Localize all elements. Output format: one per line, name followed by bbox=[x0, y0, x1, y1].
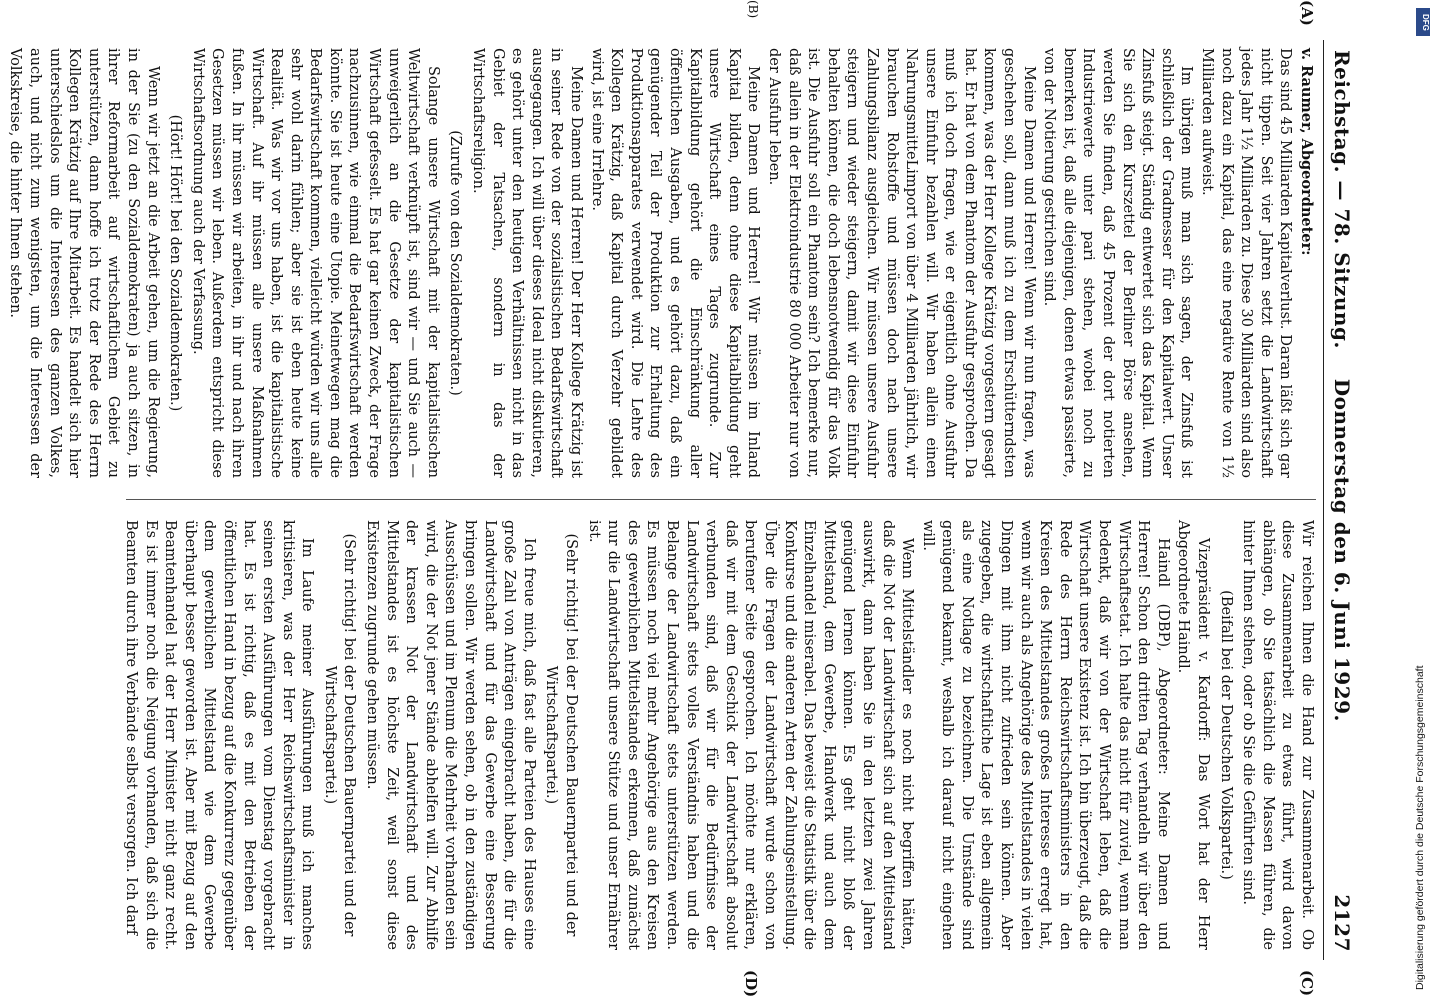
paragraph: Wenn wir jetzt an die Arbeit gehen, um die Regierung, in der Sie (zu den Sozialdemokraten) ja auch sitzen, in ihrer Reformarbeit auf wirtschaftlichem Gebiet zu unterstützen, dann hoffe ich trotz der Rede des Herrn Kollegen Krätzig auf Ihre Mitarbeit. Es handelt sich hier unterschiedslos um die Interessen des ganzen Volkes, auch, und nicht zum wenigsten, um die Interessen der Volkskreise, die hinter Ihnen stehen. bbox=[7, 48, 161, 478]
margin-marker-b: (B) bbox=[746, 0, 760, 19]
text-column-right bbox=[119, 520, 1316, 950]
interjection: (Hört! Hört! bei den Sozialdemokraten.) bbox=[167, 114, 184, 412]
margin-marker-c: (C) bbox=[1298, 970, 1316, 997]
paragraph: Wir reichen Ihnen die Hand zur Zusammenarbeit. Ob diese Zusammenarbeit zu etwas führt, wird davon abhängen, ob Sie tatsächlich die Massen führen, die hinter Ihnen stehen, oder ob Sie die Geführten sind. bbox=[1240, 520, 1315, 950]
applause-note: (Beifall bei der Deutschen Volkspartei.) bbox=[1217, 590, 1234, 880]
interjection: (Sehr richtig! bei der Deutschen Bauernpartei und der Wirtschaftspartei.) bbox=[543, 533, 580, 937]
text-column-left bbox=[4, 48, 1316, 478]
interjection: (Sehr richtig! bei der Deutschen Bauernpartei und der Wirtschaftspartei.) bbox=[321, 533, 358, 937]
paragraph: Im Laufe meiner Ausführungen muß ich manches kritisieren, was der Herr Reichswirtschaftsminister in seinen ersten Ausführungen vom Dienstag vorgebracht hat. Es ist richtig, daß es mit den Betrieben der öffentlichen Hand in bezug auf die Konkurrenz gegenüber dem gewerblichen Mittelstand wie dem Gewerbe überhaupt besser geworden ist. Aber mit Bezug auf den Beamtenhandel hat der Herr Minister nicht ganz recht. Es ist immer noch die Neigung vorhanden, daß sich die Beamten durch ihre Verbände selbst versorgen. Ich darf bbox=[122, 520, 316, 950]
margin-marker-d: (D) bbox=[742, 970, 760, 998]
vice-president-line: Vizepräsident v. Kardorff: Das Wort hat der Herr Abgeordnete Haindl. bbox=[1175, 520, 1212, 950]
paragraph: Meine Damen und Herren! Der Herr Kollege Krätzig ist in seiner Rede von der sozialistischen Bedarfswirtschaft ausgegangen. Ich will über dieses Ideal nicht diskutieren, es gehört unter den heutigen Verhältnissen nicht in das Gebiet der Tatsachen, sondern in das der Wirtschaftsreligion. bbox=[470, 48, 585, 478]
session-label: Reichstag. — 78. Sitzung. bbox=[1330, 50, 1354, 349]
paragraph: Meine Damen und Herren! Wenn wir nun fragen, was geschehen soll, dann muß ich zu dem Erschütterndsten kommen, was der Herr Kollege Krätzig vorgestern gesagt hat. Er hat von dem Phantom der Ausfuhr gesprochen. Da muß ich doch fragen, wie er eigentlich ohne Ausfuhr unsere Einfuhr bezahlen will. Wir haben allein einen NahrungsmitteLimport von über 4 Milliarden jährlich, wir brauchen Rohstoffe und müssen doch nach unsere Zahlungsbilanz ausgleichen. Wir müssen unsere Ausfuhr steigern und wieder steigern, damit wir diese Einfuhr behalten können, die doch lebensnotwendig für das Volk ist. Die Ausfuhr soll ein Phantom sein? Ich bemerke nur, daß allein in der Elektroindustrie 80 000 Arbeiter nur von der Ausfuhr leben. bbox=[765, 48, 1037, 478]
paragraph: Wenn Mittelständler es noch nicht begriffen hätten, daß die Not der Landwirtschaft sich auf den Mittelstand auswirkt, dann haben Sie in den letzten zwei Jahren genügend lernen können. Es geht nicht bloß der Mittelstand, dem Gewerbe, Handwerk und auch dem Einzelhandel miserabel. Das beweist die Statistik über die Konkurse und die anderen Arten der Zahlungseinstellung. Über die Fragen der Landwirtschaft wurde schon von berufener Seite gesprochen. Ich möchte nur erklären, daß wir mit dem Geschick der Landwirtschaft absolut verbunden sind, daß wir für die Bedürfnisse der Landwirtschaft stets volles Verständnis haben und die Belange der Landwirtschaft stets unterstützen werden. Es müssen noch viel mehr Angehörige aus den Kreisen des gewerblichen Mittelstandes erkennen, daß zunächst nur die Landwirtschaft unsere Stütze und unser Ernährer ist. bbox=[585, 520, 916, 950]
interjection: (Zurufe von den Sozialdemokraten.) bbox=[447, 130, 464, 396]
paragraph: Ich freue mich, daß fast alle Parteien des Hauses eine große Zahl von Anträgen eingebracht haben, die für die Landwirtschaft und für das Gewerbe eine Besserung bringen sollen. Wir werden sehen, ob in den zuständigen Ausschüssen und im Plenum die Mehrheit vorhanden sein wird, die der Not jener Stände abhelfen will. Zur Abhilfe der krassen Not der Landwirtschaft und des Mittelstandes ist es höchste Zeit, weil sonst diese Existenzen zugrunde gehen müssen. bbox=[364, 520, 537, 950]
dfg-logo: DFG bbox=[1416, 8, 1430, 36]
paragraph: Solange unsere Wirtschaft mit der kapitalistischen Weltwirtschaft verknüpft ist, sind wir — und Sie auch — unweigerlich an die Gesetze der kapitalistischen Wirtschaft gefesselt. Es hat gar keinen Zweck, der Frage nachzusinnen, wie einmal die Bedarfswirtschaft werden könnte. Sie ist heute eine Utopie. Meinetwegen mag die Bedarfswirtschaft kommen, vielleicht würden wir uns alle sehr wohl darin fühlen; aber sie ist eben heute keine Realität. Was wir vor uns haben, ist die kapitalistische Wirtschaft. Auf ihr müssen alle unsere Maßnahmen fußen. In ihr müssen wir arbeiten, in ihr und nach ihren Gesetzen müssen wir leben. Außerdem entspricht diese Wirtschaftsordnung auch der Verfassung. bbox=[189, 48, 441, 478]
scanned-page bbox=[7, 0, 1360, 998]
session-date: Donnerstag den 6. Juni 1929. bbox=[1330, 378, 1354, 722]
paragraph: Meine Damen und Herren! Wir müssen im Inland Kapital bilden, denn ohne diese Kapitalbildung geht unsere Wirtschaft eines Tages zugrunde. Zur Kapitalbildung gehört die Einschränkung aller öffentlichen Ausgaben, und es gehört dazu, daß ein genügender Teil der Produktion zur Erhaltung des Produktionsapparates verwendet wird. Die Lehre des Kollegen Krätzig, daß Kapital durch Verzehr gebildet wird, ist eine Irrlehre. bbox=[588, 48, 762, 478]
running-head bbox=[1323, 40, 1360, 960]
running-head-left bbox=[1330, 50, 1354, 722]
paragraph: Das sind 45 Milliarden Kapitalverlust. Daran läßt sich gar nicht tippen. Seit vier Jahren setzt die Landwirtschaft jedes Jahr 1½ Milliarden zu. Diese 30 Milliarden sind also noch dazu ein Kapital, das eine negative Rente von 1½ Milliarden aufweist. bbox=[1199, 48, 1294, 478]
paragraph: Haindl (DBP), Abgeordneter: Meine Damen und Herren! Schon den dritten Tag verhandeln wir über den Wirtschaftsetat. Ich halte das nicht für zuviel, wenn man bedenkt, daß wir von der Wirtschaft leben, daß die Wirtschaft unsere Existenz ist. Ich bin überzeugt, daß die Rede des Herrn Reichswirtschaftsministers in den Kreisen des Mittelstandes großes Interesse erregt hat, wenn wir auch als Angehörige des Mittelstandes in vielen Dingen mit ihm nicht zufrieden sein können. Aber zugegeben, die wirtschaftliche Lage ist eben allgemein als eine Notlage zu bezeichnen. Die Umstände sind genügend bekannt, weshalb ich darauf nicht eingehen will. bbox=[919, 520, 1171, 950]
paragraph: Im übrigen muß man sich sagen, der Zinsfuß ist schließlich der Gradmesser für den Kapitalwert. Unser Zinsfuß steigt. Ständig entwertet sich das Kapital. Wenn Sie sich den Kurszettel der Berliner Börse ansehen, werden Sie finden, daß 45 Prozent der dort notierten Industriewerte unter pari stehen, wobei noch zu bemerken ist, daß alle diejenigen, denen etwas passierte, von der Notierung gestrichen sind. bbox=[1041, 48, 1195, 478]
speaker-line: v. Raumer, Abgeordneter: bbox=[1298, 48, 1315, 256]
page-number: 2127 bbox=[1330, 894, 1354, 952]
margin-marker-a: (A) bbox=[1298, 0, 1316, 26]
column-divider bbox=[126, 499, 1316, 500]
digitization-credit: Digitalisierung gefördert durch die Deutsche Forschungsgemeinschaft bbox=[1414, 665, 1426, 990]
